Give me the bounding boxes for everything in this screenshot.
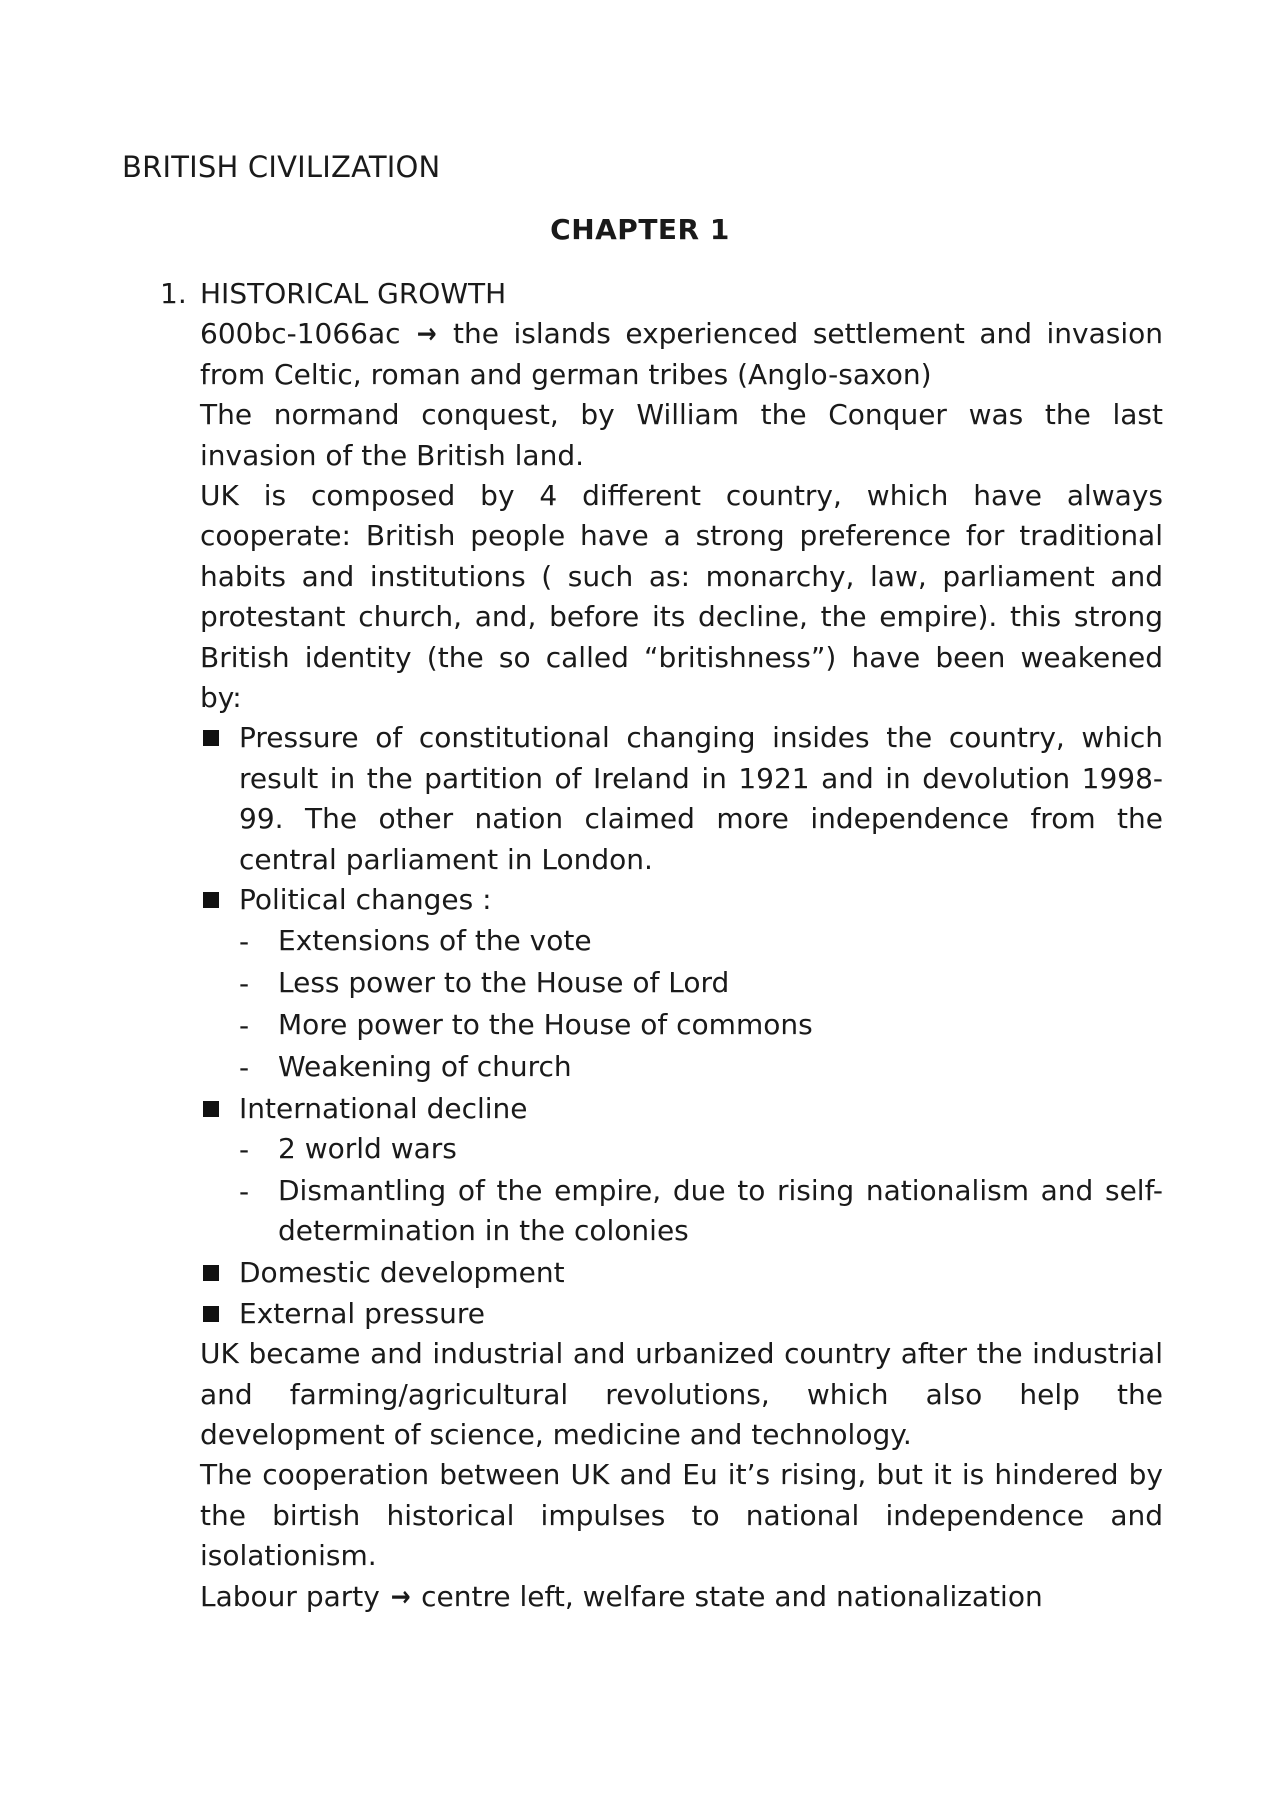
- list-item: [200, 1294, 1163, 1334]
- dash-marker: -: [239, 1008, 250, 1042]
- dash-marker: -: [239, 1050, 250, 1084]
- sub-list-item: [239, 921, 1163, 961]
- list-item-text: Domestic development: [239, 1256, 565, 1290]
- industrial-paragraph: UK became and industrial and urbanized country after the industrial and farming/agricultural revolutions, which also help the development of science, medicine and technology.: [200, 1337, 1163, 1451]
- sub-list-item: [239, 1171, 1163, 1252]
- square-bullet-icon: [203, 1306, 219, 1322]
- normand-paragraph: The normand conquest, by William the Conquer was the last invasion of the British land.: [200, 398, 1163, 472]
- weakening-factors-list: [200, 718, 1163, 1334]
- dash-marker: -: [239, 1174, 250, 1208]
- list-item-text: Pressure of constitutional changing insides the country, which result in the partition of Ireland in 1921 and in devolution 1998-99. The other nation claimed more independence from the central parliament in London.: [239, 721, 1163, 876]
- list-item: [200, 1253, 1163, 1293]
- sub-list-item-text: Less power to the House of Lord: [278, 965, 730, 999]
- dash-marker: -: [239, 1132, 250, 1166]
- chapter-heading: CHAPTER 1: [550, 213, 730, 246]
- sub-list-item-text: Weakening of church: [278, 1049, 572, 1083]
- labour-text: centre left, welfare state and nationalization: [421, 1579, 1043, 1613]
- right-arrow-icon: →: [416, 317, 437, 351]
- sub-list: [239, 921, 1163, 1087]
- list-item: [200, 880, 1163, 1087]
- list-item-text: International decline: [239, 1091, 528, 1125]
- eu-paragraph: The cooperation between UK and Eu it’s rising, but it is hindered by the birtish historical impulses to national independence and isolationism.: [200, 1458, 1163, 1573]
- right-arrow-icon: →: [390, 1579, 411, 1613]
- sub-list-item: [239, 1129, 1163, 1169]
- labour-paragraph: [200, 1577, 1163, 1617]
- uk-paragraph: UK is composed by 4 different country, which have always cooperate: British people have a strong preference for traditional habits and institutions ( such as: monarchy, law, parliament and protestant church, and, before its decline, the empire). this strong British identity (the so called “britishness”) have been weakened by:: [200, 479, 1163, 715]
- section-number: 1.: [160, 277, 187, 310]
- square-bullet-icon: [203, 1101, 219, 1117]
- section-content: [200, 314, 1163, 1617]
- labour-label: Labour party: [200, 1579, 380, 1613]
- section-title: HISTORICAL GROWTH: [200, 277, 507, 310]
- sub-list-item-text: More power to the House of commons: [278, 1007, 813, 1041]
- intro-dates: 600bc-1066ac: [200, 317, 401, 351]
- square-bullet-icon: [203, 1265, 219, 1281]
- list-item: [200, 1089, 1163, 1252]
- section-heading: [160, 274, 1163, 314]
- sub-list-item-text: Extensions of the vote: [278, 923, 592, 957]
- document-body: [160, 274, 1163, 1617]
- dash-marker: -: [239, 966, 250, 1000]
- sub-list: [239, 1129, 1163, 1252]
- square-bullet-icon: [203, 892, 219, 908]
- sub-list-item-text: 2 world wars: [278, 1131, 457, 1165]
- sub-list-item-text: Dismantling of the empire, due to rising nationalism and self-determination in the colonies: [278, 1173, 1163, 1248]
- intro-paragraph: [200, 314, 1163, 395]
- square-bullet-icon: [203, 730, 219, 746]
- sub-list-item: [239, 1047, 1163, 1087]
- sub-list-item: [239, 963, 1163, 1003]
- list-item-text: External pressure: [239, 1296, 486, 1330]
- document-title: BRITISH CIVILIZATION: [122, 150, 441, 184]
- intro-text: the islands experienced settlement and invasion from Celtic, roman and german tribes (Anglo-saxon): [200, 317, 1163, 391]
- dash-marker: -: [239, 924, 250, 958]
- list-item: [200, 718, 1163, 880]
- list-item-text: Political changes :: [239, 883, 492, 917]
- sub-list-item: [239, 1005, 1163, 1045]
